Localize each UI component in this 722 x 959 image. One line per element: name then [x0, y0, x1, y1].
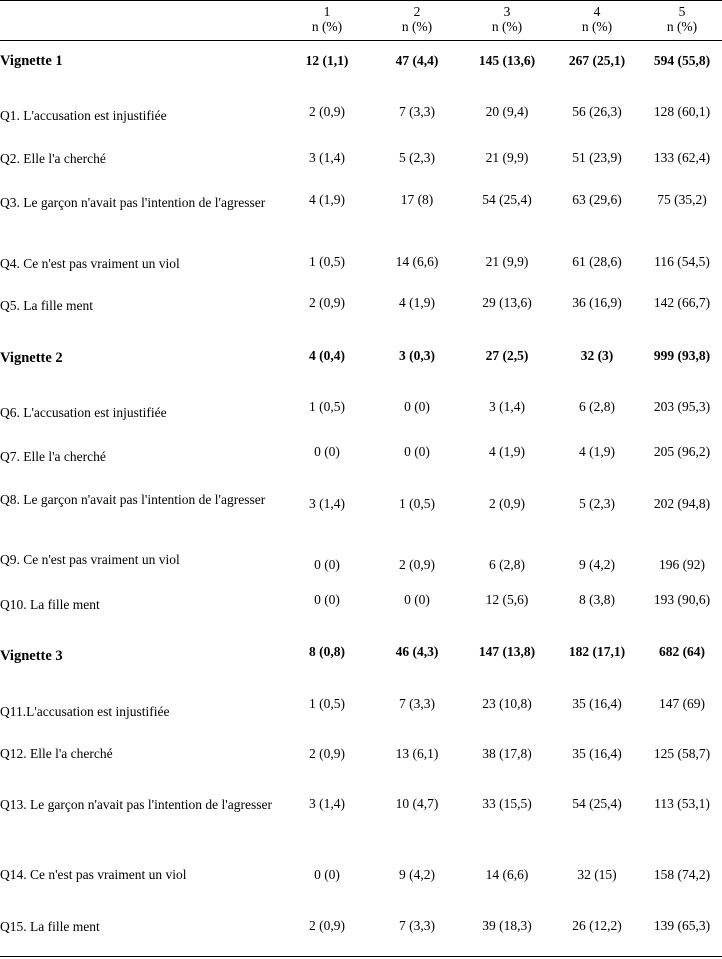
q5-col-2: 4 (1,9)	[399, 295, 435, 310]
q6-col-5: 203 (95,3)	[653, 399, 711, 414]
q15-col-2: 7 (3,3)	[399, 918, 435, 933]
q8-col-2: 1 (0,5)	[399, 496, 435, 511]
q10-col-3: 12 (5,6)	[485, 592, 529, 607]
vignette-2-col-5: 999 (93,8)	[653, 348, 711, 363]
q3-col-2: 17 (8)	[400, 192, 434, 207]
q5-label: Q5. La fille ment	[0, 298, 93, 313]
column-header-1: 1 n (%)	[311, 4, 343, 34]
q9-col-5: 196 (92)	[658, 557, 706, 572]
q12-col-2: 13 (6,1)	[395, 746, 439, 761]
q12-col-4: 35 (16,4)	[572, 746, 622, 761]
q2-col-5: 133 (62,4)	[653, 150, 711, 165]
q15-col-5: 139 (65,3)	[653, 918, 711, 933]
q14-label: Q14. Ce n'est pas vraiment un viol	[0, 867, 187, 882]
vignette-1-col-1: 12 (1,1)	[305, 53, 349, 68]
q12-col-3: 38 (17,8)	[482, 746, 532, 761]
q12-col-1: 2 (0,9)	[309, 746, 345, 761]
q15-label: Q15. La fille ment	[0, 919, 100, 934]
q13-label: Q13. Le garçon n'avait pas l'intention de l'agresser	[0, 797, 272, 812]
q4-col-5: 116 (54,5)	[654, 254, 710, 269]
vignette-1-col-4: 267 (25,1)	[568, 53, 626, 68]
q6-col-4: 6 (2,8)	[579, 399, 615, 414]
q10-col-1: 0 (0)	[314, 592, 340, 607]
q6-col-2: 0 (0)	[404, 399, 430, 414]
q11-col-5: 147 (69)	[658, 696, 706, 711]
q3-col-5: 75 (35,2)	[657, 192, 707, 207]
vignette-1-col-5: 594 (55,8)	[653, 53, 711, 68]
q7-label: Q7. Elle l'a cherché	[0, 449, 106, 464]
column-header-3: 3 n (%)	[491, 4, 523, 34]
q8-col-1: 3 (1,4)	[309, 496, 345, 511]
vignette-2-label: Vignette 2	[0, 350, 63, 366]
q11-label: Q11.L'accusation est injustifiée	[0, 704, 170, 719]
q3-col-3: 54 (25,4)	[482, 192, 532, 207]
header-rule	[0, 40, 722, 41]
q3-col-4: 63 (29,6)	[572, 192, 622, 207]
q7-col-4: 4 (1,9)	[579, 444, 615, 459]
q6-col-3: 3 (1,4)	[489, 399, 525, 414]
q15-col-1: 2 (0,9)	[309, 918, 345, 933]
q5-col-5: 142 (66,7)	[653, 295, 711, 310]
vignette-1-col-3: 145 (13,6)	[478, 53, 536, 68]
q14-col-2: 9 (4,2)	[399, 867, 435, 882]
table-bottom-rule	[0, 956, 722, 957]
q10-col-2: 0 (0)	[404, 592, 430, 607]
q1-col-1: 2 (0,9)	[309, 104, 345, 119]
vignette-3-label: Vignette 3	[0, 648, 63, 664]
q4-col-2: 14 (6,6)	[395, 254, 439, 269]
q10-col-5: 193 (90,6)	[653, 592, 711, 607]
vignette-3-col-5: 682 (64)	[658, 644, 706, 659]
q7-col-1: 0 (0)	[314, 444, 340, 459]
q11-col-3: 23 (10,8)	[482, 696, 532, 711]
q13-col-2: 10 (4,7)	[395, 796, 439, 811]
q10-label: Q10. La fille ment	[0, 597, 100, 612]
q13-col-1: 3 (1,4)	[309, 796, 345, 811]
q4-label: Q4. Ce n'est pas vraiment un viol	[0, 256, 180, 271]
q8-col-4: 5 (2,3)	[579, 496, 615, 511]
q10-col-4: 8 (3,8)	[579, 592, 615, 607]
q1-col-5: 128 (60,1)	[653, 104, 711, 119]
q4-col-1: 1 (0,5)	[309, 254, 345, 269]
q2-label: Q2. Elle l'a cherché	[0, 151, 106, 166]
q9-col-1: 0 (0)	[314, 557, 340, 572]
q9-label: Q9. Ce n'est pas vraiment un viol	[0, 552, 180, 567]
q2-col-2: 5 (2,3)	[399, 150, 435, 165]
q8-col-5: 202 (94,8)	[653, 496, 711, 511]
column-header-5: 5 n (%)	[666, 4, 698, 34]
q12-col-5: 125 (58,7)	[653, 746, 711, 761]
q5-col-4: 36 (16,9)	[572, 295, 622, 310]
q8-label: Q8. Le garçon n'avait pas l'intention de l'agresser	[0, 492, 266, 507]
vignette-3-col-1: 8 (0,8)	[309, 644, 345, 659]
q13-col-5: 113 (53,1)	[654, 796, 710, 811]
vignette-2-col-4: 32 (3)	[580, 348, 614, 363]
q1-label: Q1. L'accusation est injustifiée	[0, 108, 167, 123]
q14-col-3: 14 (6,6)	[485, 867, 529, 882]
q9-col-2: 2 (0,9)	[399, 557, 435, 572]
vignette-3-col-3: 147 (13,8)	[478, 644, 536, 659]
q1-col-4: 56 (26,3)	[572, 104, 622, 119]
q12-label: Q12. Elle l'a cherché	[0, 746, 113, 761]
q14-col-5: 158 (74,2)	[653, 867, 711, 882]
vignette-3-col-4: 182 (17,1)	[568, 644, 626, 659]
q11-col-2: 7 (3,3)	[399, 696, 435, 711]
vignette-1-label: Vignette 1	[0, 53, 63, 69]
q13-col-4: 54 (25,4)	[572, 796, 622, 811]
q4-col-3: 21 (9,9)	[485, 254, 529, 269]
vignette-1-col-2: 47 (4,4)	[395, 53, 439, 68]
q3-col-1: 4 (1,9)	[309, 192, 345, 207]
column-header-4: 4 n (%)	[581, 4, 613, 34]
q9-col-3: 6 (2,8)	[489, 557, 525, 572]
q11-col-4: 35 (16,4)	[572, 696, 622, 711]
q4-col-4: 61 (28,6)	[572, 254, 622, 269]
q14-col-4: 32 (15)	[577, 867, 617, 882]
q8-col-3: 2 (0,9)	[489, 496, 525, 511]
q9-col-4: 9 (4,2)	[579, 557, 615, 572]
q5-col-1: 2 (0,9)	[309, 295, 345, 310]
q2-col-4: 51 (23,9)	[572, 150, 622, 165]
q5-col-3: 29 (13,6)	[482, 295, 532, 310]
vignette-2-col-1: 4 (0,4)	[309, 348, 345, 363]
q3-label: Q3. Le garçon n'avait pas l'intention de l'agresser	[0, 195, 266, 210]
q1-col-2: 7 (3,3)	[399, 104, 435, 119]
q11-col-1: 1 (0,5)	[309, 696, 345, 711]
q15-col-4: 26 (12,2)	[572, 918, 622, 933]
q15-col-3: 39 (18,3)	[482, 918, 532, 933]
table-top-rule	[0, 0, 722, 1]
q6-label: Q6. L'accusation est injustifiée	[0, 405, 167, 420]
q7-col-3: 4 (1,9)	[489, 444, 525, 459]
q2-col-1: 3 (1,4)	[309, 150, 345, 165]
vignette-2-col-3: 27 (2,5)	[485, 348, 529, 363]
q13-col-3: 33 (15,5)	[482, 796, 532, 811]
vignette-2-col-2: 3 (0,3)	[399, 348, 435, 363]
column-header-2: 2 n (%)	[401, 4, 433, 34]
vignette-3-col-2: 46 (4,3)	[395, 644, 439, 659]
q7-col-2: 0 (0)	[404, 444, 430, 459]
q14-col-1: 0 (0)	[314, 867, 340, 882]
q2-col-3: 21 (9,9)	[485, 150, 529, 165]
q7-col-5: 205 (96,2)	[653, 444, 711, 459]
q1-col-3: 20 (9,4)	[485, 104, 529, 119]
q6-col-1: 1 (0,5)	[309, 399, 345, 414]
